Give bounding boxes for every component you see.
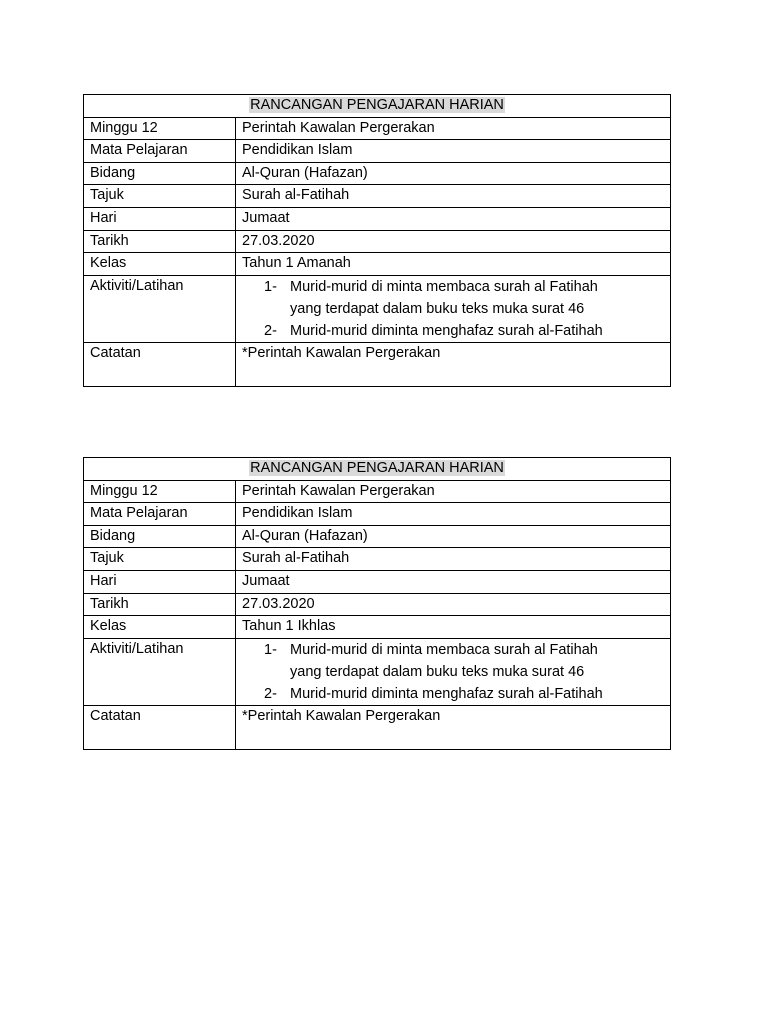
row-label: Bidang <box>84 525 236 548</box>
row-label: Tarikh <box>84 230 236 253</box>
table-row <box>84 253 671 276</box>
aktiviti-list <box>242 639 664 706</box>
row-label: Tajuk <box>84 185 236 208</box>
row-label: Hari <box>84 570 236 593</box>
row-label: Catatan <box>84 706 236 750</box>
list-item-text: Murid-murid di minta membaca surah al Fatihah <box>290 641 598 658</box>
row-label: Bidang <box>84 162 236 185</box>
aktiviti-row <box>84 275 671 343</box>
row-value: Perintah Kawalan Pergerakan <box>236 480 671 503</box>
list-item-text: Murid-murid diminta menghafaz surah al-Fatihah <box>290 686 603 703</box>
row-value: 27.03.2020 <box>236 230 671 253</box>
row-value: Al-Quran (Hafazan) <box>236 162 671 185</box>
table-row <box>84 548 671 571</box>
row-value: Pendidikan Islam <box>236 503 671 526</box>
row-value: Tahun 1 Amanah <box>236 253 671 276</box>
table-title-cell <box>84 458 671 481</box>
lesson-plan-table-1 <box>83 94 671 387</box>
list-item-text-continued: yang terdapat dalam buku teks muka surat 46 <box>290 663 585 680</box>
aktiviti-list-cell <box>236 275 671 343</box>
list-item-number: 2- <box>264 686 277 703</box>
table-row <box>84 117 671 140</box>
row-label: Hari <box>84 207 236 230</box>
row-label: Mata Pelajaran <box>84 503 236 526</box>
list-item-number: 1- <box>264 278 277 295</box>
row-value: Jumaat <box>236 570 671 593</box>
list-item <box>242 320 664 342</box>
table-row <box>84 616 671 639</box>
row-label: Tajuk <box>84 548 236 571</box>
list-item-number: 1- <box>264 641 277 658</box>
table-title-row <box>84 95 671 118</box>
aktiviti-list-cell <box>236 638 671 706</box>
row-value: Pendidikan Islam <box>236 140 671 163</box>
table-row <box>84 480 671 503</box>
table-row <box>84 162 671 185</box>
list-item-text: Murid-murid diminta menghafaz surah al-Fatihah <box>290 323 603 340</box>
row-label: Kelas <box>84 616 236 639</box>
table-title-row <box>84 458 671 481</box>
list-item-text-continued: yang terdapat dalam buku teks muka surat 46 <box>290 300 585 317</box>
aktiviti-row <box>84 638 671 706</box>
table-row <box>84 207 671 230</box>
row-value: Perintah Kawalan Pergerakan <box>236 117 671 140</box>
table-row <box>84 503 671 526</box>
list-item-number: 2- <box>264 323 277 340</box>
row-value: 27.03.2020 <box>236 593 671 616</box>
list-item <box>242 276 664 320</box>
list-item-text: Murid-murid di minta membaca surah al Fatihah <box>290 278 598 295</box>
aktiviti-list <box>242 276 664 343</box>
row-label: Catatan <box>84 343 236 387</box>
row-value: *Perintah Kawalan Pergerakan <box>236 343 671 387</box>
row-value: Surah al-Fatihah <box>236 548 671 571</box>
table-row <box>84 570 671 593</box>
table-row <box>84 185 671 208</box>
table-row <box>84 230 671 253</box>
row-value: Surah al-Fatihah <box>236 185 671 208</box>
row-value: Jumaat <box>236 207 671 230</box>
row-label: Mata Pelajaran <box>84 140 236 163</box>
row-label: Minggu 12 <box>84 117 236 140</box>
table-title: RANCANGAN PENGAJARAN HARIAN <box>250 97 504 113</box>
row-label: Aktiviti/Latihan <box>84 275 236 343</box>
row-value: *Perintah Kawalan Pergerakan <box>236 706 671 750</box>
row-label: Kelas <box>84 253 236 276</box>
row-label: Tarikh <box>84 593 236 616</box>
catatan-row <box>84 343 671 387</box>
table-row <box>84 140 671 163</box>
catatan-row <box>84 706 671 750</box>
row-value: Tahun 1 Ikhlas <box>236 616 671 639</box>
table-title: RANCANGAN PENGAJARAN HARIAN <box>250 460 504 476</box>
row-label: Minggu 12 <box>84 480 236 503</box>
lesson-plan-table-2 <box>83 457 671 750</box>
table-row <box>84 525 671 548</box>
row-value: Al-Quran (Hafazan) <box>236 525 671 548</box>
list-item <box>242 639 664 683</box>
table-row <box>84 593 671 616</box>
list-item <box>242 683 664 705</box>
row-label: Aktiviti/Latihan <box>84 638 236 706</box>
table-title-cell <box>84 95 671 118</box>
